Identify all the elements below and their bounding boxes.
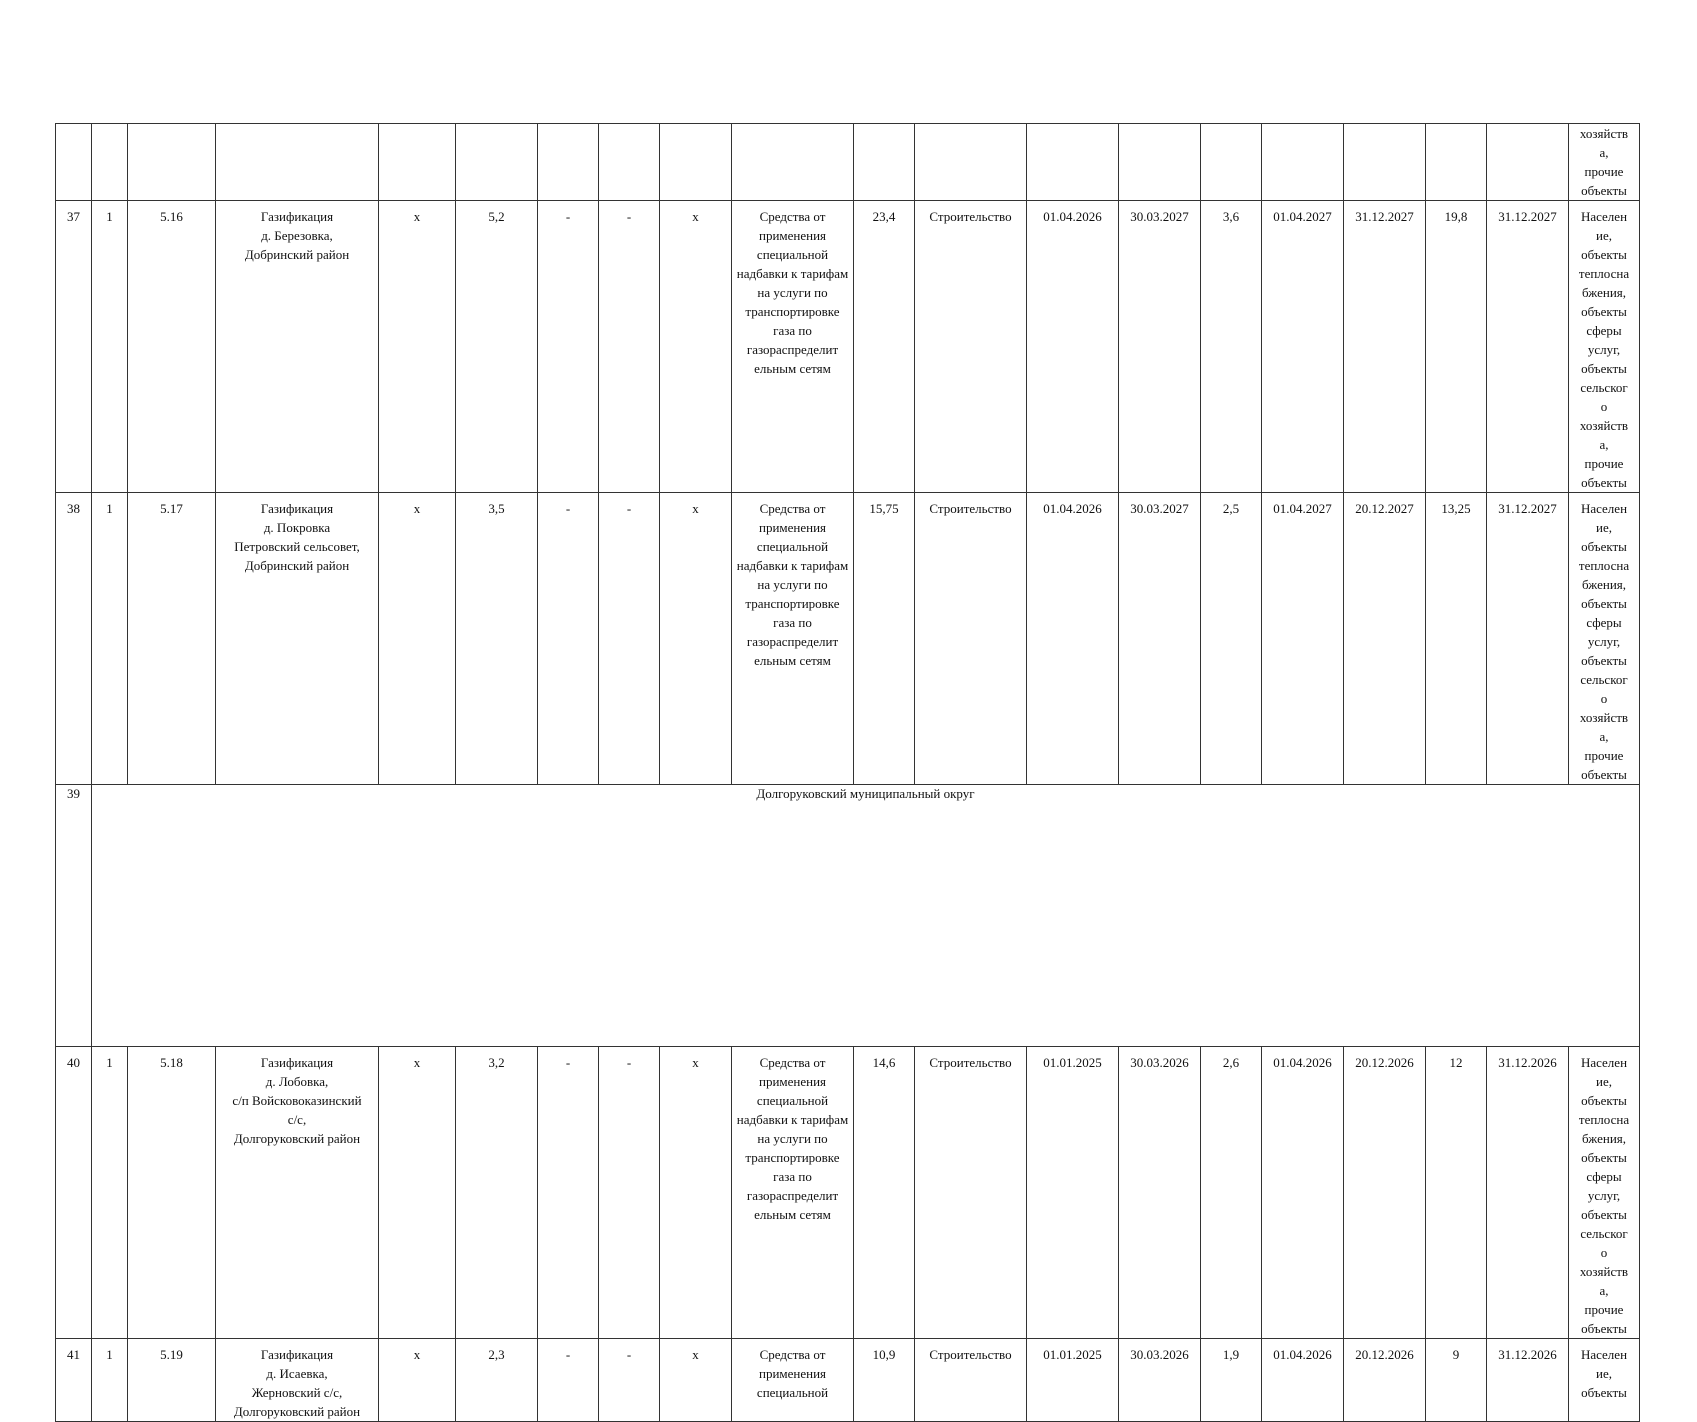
- cell-stage1-value: 2,5: [1201, 493, 1262, 785]
- cell-row-number: 38: [56, 493, 92, 785]
- cell-objects: Населен ие, объекты теплосна бжения, объекты сферы услуг, объекты сельског о хозяйств а, прочие объекты: [1569, 201, 1640, 493]
- cell-dash: -: [599, 1047, 660, 1339]
- cell-empty: [599, 124, 660, 201]
- table-row: [56, 1047, 1640, 1339]
- cell-stage2-end: 20.12.2026: [1344, 1047, 1426, 1339]
- cell-dash: -: [599, 201, 660, 493]
- cell-group: 1: [92, 1339, 128, 1422]
- cell-empty: [1262, 124, 1344, 201]
- cell-row-number: 40: [56, 1047, 92, 1339]
- cell-length: 5,2: [456, 201, 538, 493]
- cell-cost: 14,6: [854, 1047, 915, 1339]
- cell-empty: [1487, 124, 1569, 201]
- cell-stage2-value: 12: [1426, 1047, 1487, 1339]
- cell-row-number: 41: [56, 1339, 92, 1422]
- cell-dash: -: [538, 201, 599, 493]
- cell-funding-source: Средства от применения специальной: [732, 1339, 854, 1422]
- cell-code: 5.18: [128, 1047, 216, 1339]
- cell-stage1-value: 1,9: [1201, 1339, 1262, 1422]
- cell-empty: [1119, 124, 1201, 201]
- cell-empty: [1344, 124, 1426, 201]
- cell-length: 3,5: [456, 493, 538, 785]
- cell-stage1-end: 30.03.2026: [1119, 1339, 1201, 1422]
- cell-funding-source: Средства от применения специальной надбавки к тарифам на услуги по транспортировке газа по газораспределит ельным сетям: [732, 201, 854, 493]
- cell-empty: [379, 124, 456, 201]
- table-body: [56, 124, 1640, 1422]
- cell-empty: [854, 124, 915, 201]
- cell-cost: 15,75: [854, 493, 915, 785]
- cell-empty: [1201, 124, 1262, 201]
- cell-empty: [92, 124, 128, 201]
- cell-stage1-end: 30.03.2027: [1119, 493, 1201, 785]
- cell-stage2-value: 9: [1426, 1339, 1487, 1422]
- cell-commission-date: 31.12.2026: [1487, 1047, 1569, 1339]
- cell-stage1-start: 01.04.2026: [1027, 493, 1119, 785]
- cell-mark: х: [379, 1339, 456, 1422]
- cell-stage2-end: 20.12.2027: [1344, 493, 1426, 785]
- cell-objects: Населен ие, объекты: [1569, 1339, 1640, 1422]
- cell-dash: -: [599, 493, 660, 785]
- cell-row-number: 39: [56, 785, 92, 1047]
- cell-mark: х: [379, 201, 456, 493]
- section-title: Долгоруковский муниципальный округ: [92, 785, 1640, 1047]
- cell-funding-source: Средства от применения специальной надбавки к тарифам на услуги по транспортировке газа по газораспределит ельным сетям: [732, 493, 854, 785]
- cell-code: 5.19: [128, 1339, 216, 1422]
- table-row-section: [56, 785, 1640, 1047]
- cell-stage1-value: 3,6: [1201, 201, 1262, 493]
- cell-dash: -: [538, 493, 599, 785]
- table-row: [56, 1339, 1640, 1422]
- cell-stage2-start: 01.04.2027: [1262, 201, 1344, 493]
- cell-stage2-start: 01.04.2027: [1262, 493, 1344, 785]
- cell-mark: х: [660, 201, 732, 493]
- cell-cost: 23,4: [854, 201, 915, 493]
- cell-stage1-start: 01.01.2025: [1027, 1047, 1119, 1339]
- cell-dash: -: [538, 1047, 599, 1339]
- cell-stage2-end: 31.12.2027: [1344, 201, 1426, 493]
- cell-stage1-start: 01.04.2026: [1027, 201, 1119, 493]
- cell-mark: х: [660, 1047, 732, 1339]
- cell-empty: [1426, 124, 1487, 201]
- cell-empty: [216, 124, 379, 201]
- table-row: [56, 493, 1640, 785]
- table-row-continuation: [56, 124, 1640, 201]
- cell-object-name: Газификация д. Покровка Петровский сельсовет, Добринский район: [216, 493, 379, 785]
- cell-mark: х: [379, 493, 456, 785]
- cell-empty: [128, 124, 216, 201]
- cell-dash: -: [599, 1339, 660, 1422]
- cell-objects: хозяйств а, прочие объекты: [1569, 124, 1640, 201]
- table-row: [56, 201, 1640, 493]
- cell-code: 5.17: [128, 493, 216, 785]
- cell-commission-date: 31.12.2026: [1487, 1339, 1569, 1422]
- cell-empty: [56, 124, 92, 201]
- cell-object-name: Газификация д. Исаевка, Жерновский с/с, Долгоруковский район: [216, 1339, 379, 1422]
- cell-funding-source: Средства от применения специальной надбавки к тарифам на услуги по транспортировке газа по газораспределит ельным сетям: [732, 1047, 854, 1339]
- cell-empty: [538, 124, 599, 201]
- cell-group: 1: [92, 1047, 128, 1339]
- cell-cost: 10,9: [854, 1339, 915, 1422]
- cell-work-type: Строительство: [915, 1339, 1027, 1422]
- cell-stage1-start: 01.01.2025: [1027, 1339, 1119, 1422]
- cell-commission-date: 31.12.2027: [1487, 201, 1569, 493]
- cell-empty: [456, 124, 538, 201]
- cell-length: 2,3: [456, 1339, 538, 1422]
- cell-work-type: Строительство: [915, 493, 1027, 785]
- gasification-plan-table: [55, 123, 1640, 1422]
- cell-dash: -: [538, 1339, 599, 1422]
- cell-object-name: Газификация д. Лобовка, с/п Войсковоказинский с/с, Долгоруковский район: [216, 1047, 379, 1339]
- cell-stage2-end: 20.12.2026: [1344, 1339, 1426, 1422]
- cell-code: 5.16: [128, 201, 216, 493]
- cell-work-type: Строительство: [915, 201, 1027, 493]
- cell-stage1-end: 30.03.2027: [1119, 201, 1201, 493]
- cell-mark: х: [379, 1047, 456, 1339]
- cell-mark: х: [660, 493, 732, 785]
- cell-mark: х: [660, 1339, 732, 1422]
- cell-stage2-start: 01.04.2026: [1262, 1339, 1344, 1422]
- cell-commission-date: 31.12.2027: [1487, 493, 1569, 785]
- cell-stage1-value: 2,6: [1201, 1047, 1262, 1339]
- cell-objects: Населен ие, объекты теплосна бжения, объекты сферы услуг, объекты сельског о хозяйств а, прочие объекты: [1569, 1047, 1640, 1339]
- cell-work-type: Строительство: [915, 1047, 1027, 1339]
- cell-empty: [1027, 124, 1119, 201]
- cell-object-name: Газификация д. Березовка, Добринский район: [216, 201, 379, 493]
- cell-group: 1: [92, 493, 128, 785]
- cell-length: 3,2: [456, 1047, 538, 1339]
- cell-empty: [915, 124, 1027, 201]
- cell-row-number: 37: [56, 201, 92, 493]
- cell-stage1-end: 30.03.2026: [1119, 1047, 1201, 1339]
- cell-empty: [732, 124, 854, 201]
- cell-group: 1: [92, 201, 128, 493]
- cell-stage2-start: 01.04.2026: [1262, 1047, 1344, 1339]
- cell-stage2-value: 13,25: [1426, 493, 1487, 785]
- cell-stage2-value: 19,8: [1426, 201, 1487, 493]
- cell-objects: Населен ие, объекты теплосна бжения, объекты сферы услуг, объекты сельског о хозяйств а, прочие объекты: [1569, 493, 1640, 785]
- cell-empty: [660, 124, 732, 201]
